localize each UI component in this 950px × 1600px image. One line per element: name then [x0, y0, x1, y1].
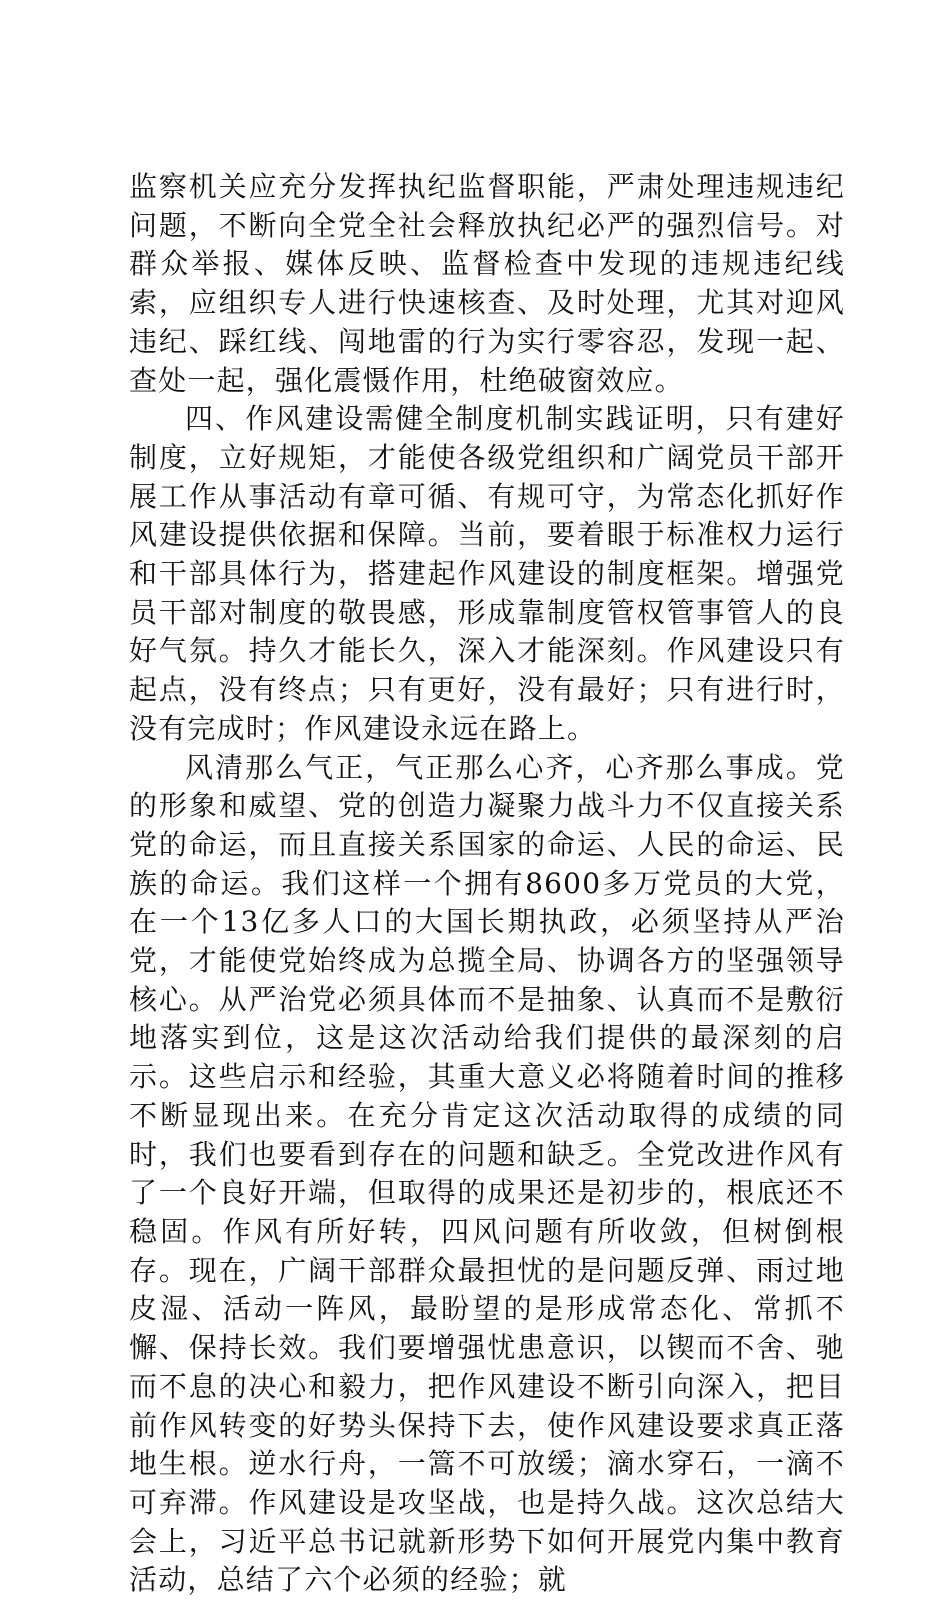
paragraph-party-governance: 风清那么气正，气正那么心齐，心齐那么事成。党的形象和威望、党的创造力凝聚力战斗力不仅直接关系党的命运，而且直接关系国家的命运、人民的命运、民族的命运。我们这样一个拥有8600多万党员的大党，在一个13亿多人口的大国长期执政，必须坚持从严治党，才能使党始终成为总揽全局、协调各方的坚强领导核心。从严治党必须具体而不是抽象、认真而不是敷衍地落实到位，这是这次活动给我们提供的最深刻的启示。这些启示和经验，其重大意义必将随着时间的推移不断显现出来。在充分肯定这次活动取得的成绩的同时，我们也要看到存在的问题和缺乏。全党改进作风有了一个良好开端，但取得的成果还是初步的，根底还不稳固。作风有所好转，四风问题有所收敛，但树倒根存。现在，广阔干部群众最担忧的是问题反弹、雨过地皮湿、活动一阵风，最盼望的是形成常态化、常抓不懈、保持长效。我们要增强忧患意识，以锲而不舍、驰而不息的决心和毅力，把作风建设不断引向深入，把目前作风转变的好势头保持下去，使作风建设要求真正落地生根。逆水行舟，一篙不可放缓；滴水穿石，一滴不可弃滞。作风建设是攻坚战，也是持久战。这次总结大会上，习近平总书记就新形势下如何开展党内集中教育活动，总结了六个必须的经验；就	[129, 750, 845, 1597]
paragraph-discipline-supervision: 监察机关应充分发挥执纪监督职能，严肃处理违规违纪问题，不断向全党全社会释放执纪必严的强烈信号。对群众举报、媒体反映、监督检查中发现的违规违纪线索，应组织专人进行快速核查、及时处理，尤其对迎风违纪、踩红线、闯地雷的行为实行零容忍，发现一起、查处一起，强化震慑作用，杜绝破窗效应。	[129, 170, 845, 397]
paragraph-institutional-mechanism: 四、作风建设需健全制度机制实践证明，只有建好制度，立好规矩，才能使各级党组织和广阔党员干部开展工作从事活动有章可循、有规可守，为常态化抓好作风建设提供依据和保障。当前，要着眼于标准权力运行和干部具体行为，搭建起作风建设的制度框架。增强党员干部对制度的敬畏感，形成靠制度管权管事管人的良好气氛。持久才能长久，深入才能深刻。作风建设只有起点，没有终点；只有更好，没有最好；只有进行时，没有完成时；作风建设永远在路上。	[129, 402, 845, 745]
document-body	[129, 168, 845, 1600]
